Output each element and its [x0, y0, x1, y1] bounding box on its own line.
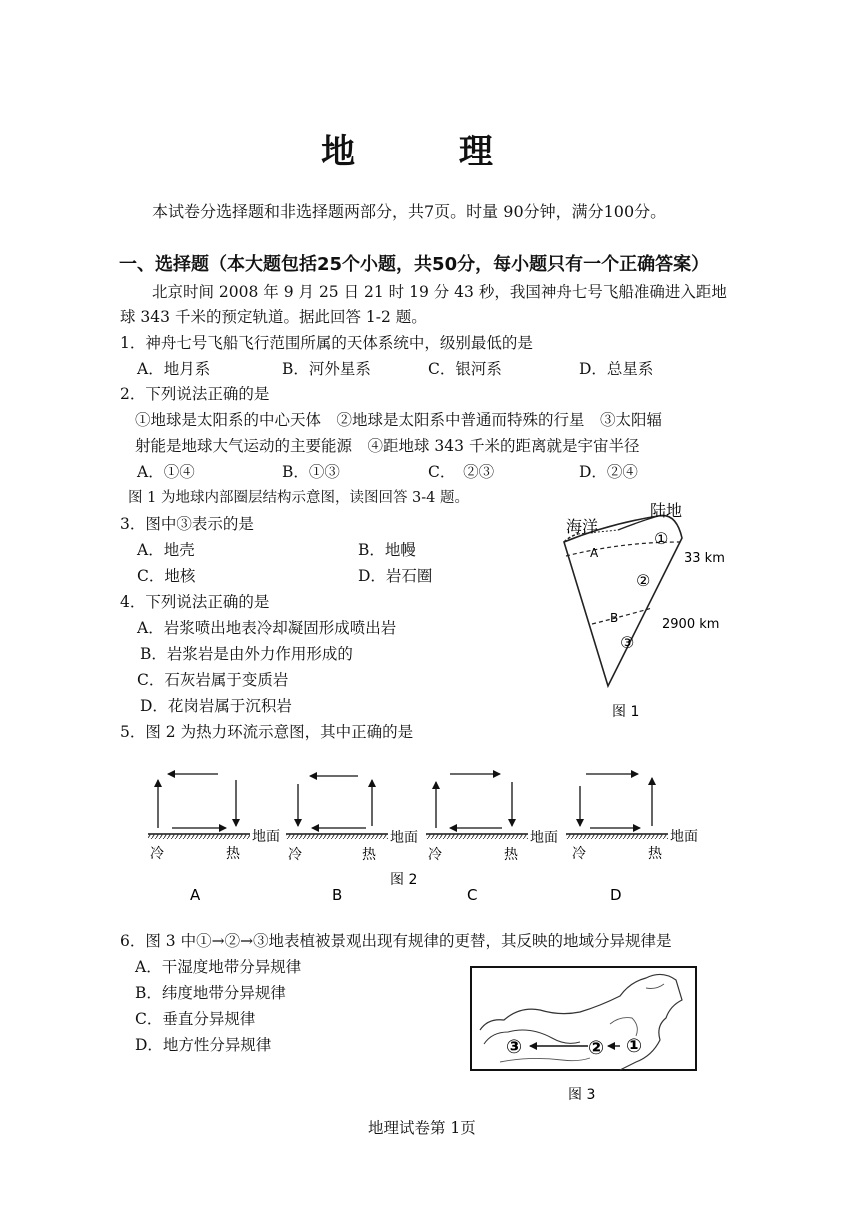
q3-option-c: C．地核 [137, 567, 196, 585]
q6-option-d: D．地方性分异规律 [135, 1036, 272, 1054]
panel-c-label: C [467, 886, 478, 904]
question-6-stem: 6．图 3 中①→②→③地表植被景观出现有规律的更替，其反映的地域分异规律是 [120, 932, 672, 950]
hot-label-d: 热 [648, 846, 662, 862]
hot-label-c: 热 [504, 847, 518, 863]
zone-3-marker: ③ [506, 1036, 523, 1058]
section-heading: 一、选择题（本大题包括25个小题，共50分，每小题只有一个正确答案） [119, 254, 710, 275]
ground-label-d: 地面 [670, 829, 698, 845]
depth-33km-label: 33 km [684, 551, 725, 566]
hot-label-b: 热 [362, 847, 376, 863]
q2-option-d: D．②④ [579, 463, 638, 481]
context-line: 北京时间 2008 年 9 月 25 日 21 时 19 分 43 秒，我国神舟七号飞船准确进入距地 [152, 283, 727, 301]
cold-label-a: 冷 [150, 846, 164, 862]
q2-option-a: A．①④ [137, 463, 195, 481]
thermal-circulation-diagram [140, 760, 720, 905]
q1-option-a: A．地月系 [137, 360, 211, 378]
layer-1-marker: ① [654, 529, 669, 548]
earth-structure-diagram [548, 494, 725, 724]
land-label: 陆地 [650, 501, 683, 520]
ground-label-c: 地面 [530, 830, 558, 846]
context-line: 图 1 为地球内部圈层结构示意图，读图回答 3-4 题。 [128, 490, 470, 506]
question-1-stem: 1．神舟七号飞船飞行范围所属的天体系统中，级别最低的是 [120, 334, 533, 352]
boundary-a-label: A [590, 546, 599, 560]
boundary-b-label: B [610, 611, 619, 625]
q2-statement-line: ①地球是太阳系的中心天体 ②地球是太阳系中普通而特殊的行星 ③太阳辐 [135, 411, 663, 429]
q3-option-d: D．岩石圈 [358, 567, 433, 585]
zone-1-marker: ① [626, 1035, 643, 1057]
depth-2900km-label: 2900 km [662, 617, 720, 632]
q6-option-a: A．干湿度地带分异规律 [135, 958, 302, 976]
circulation-panel-c [426, 774, 528, 839]
figure-3-caption: 图 3 [568, 1087, 596, 1103]
panel-b-label: B [332, 886, 343, 904]
q2-option-c: C． ②③ [428, 463, 495, 481]
cold-label-d: 冷 [572, 846, 586, 862]
q3-option-a: A．地壳 [137, 541, 195, 559]
q2-option-b: B．①③ [282, 463, 340, 481]
q1-option-d: D．总星系 [579, 360, 654, 378]
cold-label-b: 冷 [288, 847, 302, 863]
hot-label-a: 热 [226, 846, 240, 862]
layer-3-marker: ③ [620, 633, 635, 652]
cold-label-c: 冷 [428, 847, 442, 863]
context-line: 球 343 千米的预定轨道。据此回答 1-2 题。 [120, 308, 427, 326]
page-footer: 地理试卷第 1页 [368, 1119, 476, 1137]
question-3-stem: 3．图中③表示的是 [120, 515, 254, 533]
circulation-panel-a [148, 774, 250, 839]
page-title: 地 理 [321, 132, 539, 172]
q4-option-b: B．岩浆岩是由外力作用形成的 [140, 645, 353, 663]
china-vegetation-map [470, 966, 700, 1106]
circulation-panel-d [566, 774, 668, 839]
q2-statement-line: 射能是地球大气运动的主要能源 ④距地球 343 千米的距离就是宇宙半径 [135, 437, 640, 455]
q4-option-c: C．石灰岩属于变质岩 [137, 671, 289, 689]
layer-2-marker: ② [636, 571, 651, 590]
question-5-stem: 5．图 2 为热力环流示意图，其中正确的是 [120, 723, 414, 741]
ground-label-b: 地面 [390, 830, 418, 846]
figure-2-caption: 图 2 [390, 872, 418, 888]
ocean-label: 海洋 [566, 517, 599, 536]
q3-option-b: B．地幔 [358, 541, 416, 559]
q1-option-c: C．银河系 [428, 360, 502, 378]
figure-1-caption: 图 1 [612, 704, 640, 720]
q1-option-b: B．河外星系 [282, 360, 371, 378]
zone-2-marker: ② [588, 1037, 605, 1059]
q6-option-b: B．纬度地带分异规律 [135, 984, 286, 1002]
ground-label-a: 地面 [252, 829, 280, 845]
exam-intro: 本试卷分选择题和非选择题两部分，共7页。时量 90分钟，满分100分。 [152, 202, 667, 221]
q6-option-c: C．垂直分异规律 [135, 1010, 256, 1028]
panel-a-label: A [190, 886, 201, 904]
circulation-panel-b [286, 776, 388, 839]
q4-option-d: D．花岗岩属于沉积岩 [140, 697, 292, 715]
question-4-stem: 4．下列说法正确的是 [120, 593, 270, 611]
panel-d-label: D [610, 886, 622, 904]
q4-option-a: A．岩浆喷出地表冷却凝固形成喷出岩 [137, 619, 397, 637]
question-2-stem: 2．下列说法正确的是 [120, 385, 270, 403]
